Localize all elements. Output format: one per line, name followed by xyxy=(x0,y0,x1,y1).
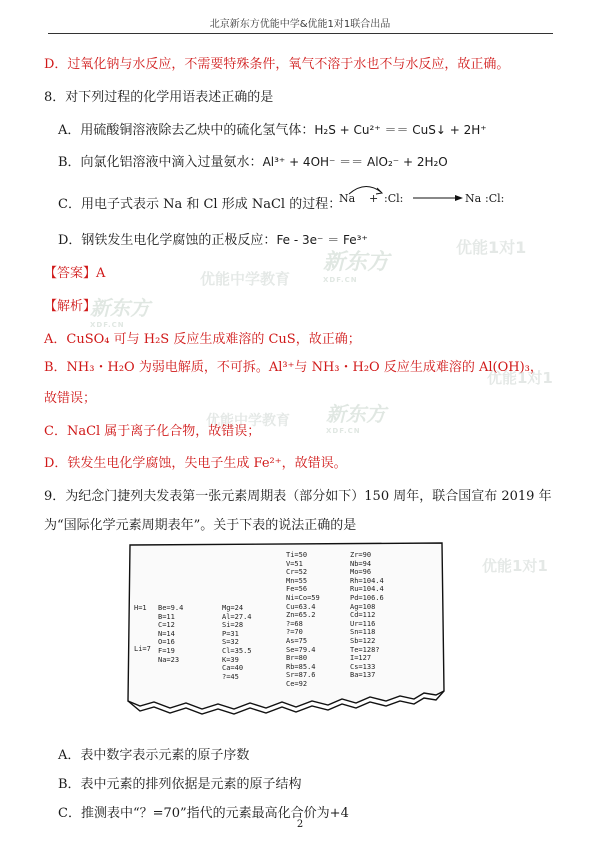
na-ion: Na xyxy=(465,192,482,205)
q8-option-d xyxy=(58,229,368,248)
pt-col-1: H=1 Li=7 xyxy=(134,604,151,654)
q8-c-text: C．用电子式表示 Na 和 Cl 形成 NaCl 的过程： xyxy=(58,197,342,212)
page-header: 北京新东方优能中学&优能1对1联合出品 xyxy=(209,19,391,30)
q9-option-c: C．推测表中“？=70”指代的元素最高化合价为+4 xyxy=(58,806,349,821)
q9-option-a: A．表中数字表示元素的原子序数 xyxy=(58,748,250,763)
mendeleev-table-image xyxy=(124,541,448,721)
q8-option-a xyxy=(58,119,487,138)
q9-stem-line2: 为“国际化学元素周期表年”。关于下表的说法正确的是 xyxy=(44,518,357,533)
pt-col-5: Zr=90 Nb=94 Mo=96 Rh=104.4 Ru=104.4 Pd=106.6 Ag=108 Cd=112 Ur=116 Sn=118 Sb=122 Te=128? I=127 Cs=133 Ba=137 xyxy=(350,551,384,680)
q8-a-eq: H₂S + Cu²⁺ ＝＝ CuS↓ + 2H⁺ xyxy=(314,123,487,137)
prev-option-d: D．过氧化钠与水反应，不需要特殊条件，氧气不溶于水也不与水反应，故正确。 xyxy=(44,57,510,72)
q8-b-text: B．向氯化铝溶液中滴入过量氨水： xyxy=(58,155,263,170)
q8-option-b xyxy=(58,151,448,170)
q9-stem-line1: 9．为纪念门捷列夫发表第一张元素周期表（部分如下）150 周年，联合国宣布 2019 年 xyxy=(44,489,552,504)
analysis-b-cont: 故错误； xyxy=(44,391,97,406)
plus-sign: + xyxy=(369,192,379,205)
q8-option-c xyxy=(58,193,341,212)
cl-ion: :Cl: xyxy=(485,192,505,205)
analysis-b: B．NH₃・H₂O 为弱电解质，不可拆。Al³⁺与 NH₃・H₂O 反应生成难溶的 Al(OH)₃， xyxy=(44,360,543,375)
watermark-youneng11-3: 优能1对1 xyxy=(482,557,548,575)
q9-option-b: B．表中元素的排列依据是元素的原子结构 xyxy=(58,777,302,792)
watermark-xdf: 新东方 XDF.CN xyxy=(323,250,390,284)
analysis-d: D．铁发生电化学腐蚀，失电子生成 Fe²⁺，故错误。 xyxy=(44,456,347,471)
pt-col-4: Ti=50 V=51 Cr=52 Mn=55 Fe=56 Ni=Co=59 Cu=63.4 Zn=65.2 ?=68 ?=70 As=75 Se=79.4 Br=80 Rb=85.4 Sr=87.6 Ce=92 xyxy=(286,551,320,688)
watermark-youneng-2: 优能中学教育 xyxy=(206,413,290,429)
cl-atom: :Cl: xyxy=(384,192,404,205)
analysis-label: 【解析】 xyxy=(44,299,97,314)
q8-d-eq: Fe - 3e⁻ ＝ Fe³⁺ xyxy=(276,233,368,247)
header-rule xyxy=(48,33,553,34)
watermark-youneng11: 优能1对1 xyxy=(456,238,527,257)
analysis-a: A．CuSO₄ 可与 H₂S 反应生成难溶的 CuS，故正确； xyxy=(44,332,361,347)
pt-col-3: Mg=24 Al=27.4 Si=28 P=31 S=32 Cl=35.5 K=39 Ca=40 ?=45 xyxy=(222,604,252,681)
watermark-xdf-2: 新东方 XDF.CN xyxy=(90,296,150,329)
q8-a-text: A．用硫酸铜溶液除去乙炔中的硫化氢气体： xyxy=(58,123,315,138)
q8-stem: 8．对下列过程的化学用语表述正确的是 xyxy=(44,90,274,105)
na-atom: Na xyxy=(339,192,356,205)
electron-dot-diagram xyxy=(337,178,527,214)
watermark-youneng11-2: 优能1对1 xyxy=(487,369,553,387)
answer-label: 【答案】A xyxy=(44,266,106,281)
watermark-youneng: 优能中学教育 xyxy=(200,270,291,288)
analysis-c: C．NaCl 属于离子化合物，故错误； xyxy=(44,424,261,439)
q8-d-text: D．钢铁发生电化学腐蚀的正极反应： xyxy=(58,233,277,248)
q8-b-eq: Al³⁺ + 4OH⁻ ＝＝ AlO₂⁻ + 2H₂O xyxy=(262,155,448,169)
watermark-xdf-3: 新东方 XDF.CN xyxy=(326,402,386,435)
page-number: 2 xyxy=(296,819,304,830)
pt-col-2: Be=9.4 B=11 C=12 N=14 O=16 F=19 Na=23 xyxy=(158,604,184,664)
